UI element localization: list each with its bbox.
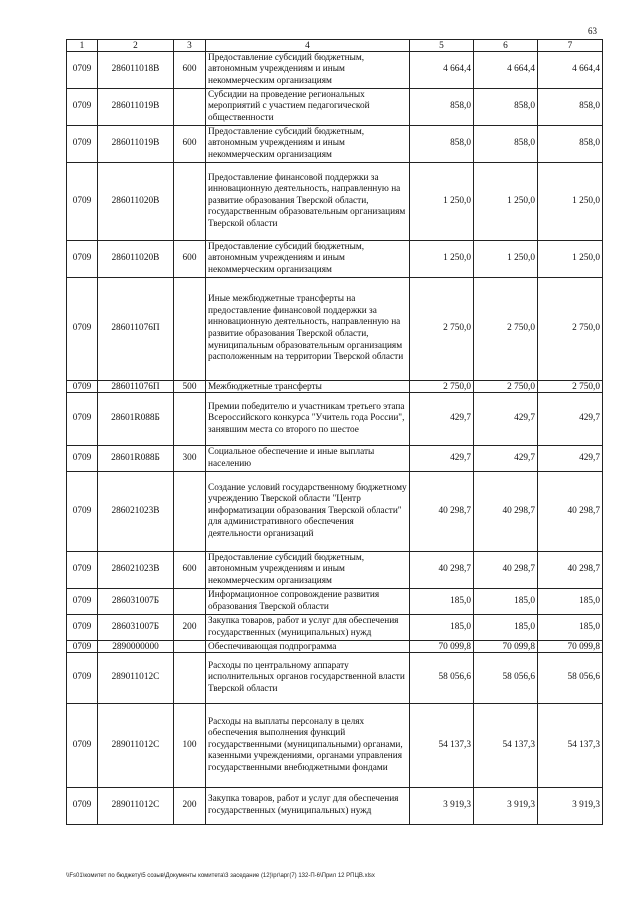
section-cell: 0709 (67, 589, 98, 615)
section-cell: 0709 (67, 381, 98, 393)
col-header-5: 5 (410, 40, 474, 52)
amount-cell-3: 4 664,4 (538, 52, 603, 89)
name-cell: Закупка товаров, работ и услуг для обеспечения государственных (муниципальных) нужд (206, 788, 410, 825)
target-code-cell: 286031007Б (98, 615, 174, 641)
amount-cell-2: 40 298,7 (474, 472, 538, 552)
amount-cell-3: 429,7 (538, 393, 603, 446)
amount-cell-1: 1 250,0 (410, 241, 474, 278)
target-code-cell: 28601R088Б (98, 446, 174, 472)
amount-cell-1: 185,0 (410, 615, 474, 641)
amount-cell-3: 185,0 (538, 615, 603, 641)
amount-cell-2: 54 137,3 (474, 704, 538, 788)
table-row (67, 241, 603, 278)
amount-cell-1: 858,0 (410, 126, 474, 163)
amount-cell-1: 429,7 (410, 393, 474, 446)
amount-cell-2: 429,7 (474, 393, 538, 446)
table-row (67, 653, 603, 704)
amount-cell-2: 858,0 (474, 126, 538, 163)
name-cell: Субсидии на проведение региональных мероприятий с участием педагогической общественности (206, 89, 410, 126)
table-row (67, 52, 603, 89)
section-cell: 0709 (67, 393, 98, 446)
table-row (67, 278, 603, 381)
amount-cell-2: 1 250,0 (474, 163, 538, 241)
name-cell: Расходы на выплаты персоналу в целях обеспечения выполнения функций государственными (муниципальными) органами, казенными учреждениями, органами управления государственными внебюджетными фондами (206, 704, 410, 788)
target-code-cell: 286011020В (98, 163, 174, 241)
amount-cell-3: 858,0 (538, 126, 603, 163)
section-cell: 0709 (67, 278, 98, 381)
name-cell: Предоставление субсидий бюджетным, автономным учреждениям и иным некоммерческим организациям (206, 241, 410, 278)
amount-cell-2: 1 250,0 (474, 241, 538, 278)
target-code-cell: 286031007Б (98, 589, 174, 615)
header-row (67, 40, 603, 52)
expense-type-cell (174, 278, 206, 381)
table-row (67, 381, 603, 393)
section-cell: 0709 (67, 89, 98, 126)
name-cell: Социальное обеспечение и иные выплаты населению (206, 446, 410, 472)
amount-cell-3: 429,7 (538, 446, 603, 472)
name-cell: Предоставление финансовой поддержки за инновационную деятельность, направленную на развитие образования Тверской области, государственным образовательным организациям Тверской области (206, 163, 410, 241)
col-header-7: 7 (538, 40, 603, 52)
name-cell: Расходы по центральному аппарату исполнительных органов государственной власти Тверской области (206, 653, 410, 704)
expense-type-cell (174, 163, 206, 241)
expense-type-cell: 200 (174, 788, 206, 825)
target-code-cell: 286021023В (98, 552, 174, 589)
table-row (67, 446, 603, 472)
section-cell: 0709 (67, 615, 98, 641)
amount-cell-1: 429,7 (410, 446, 474, 472)
amount-cell-1: 858,0 (410, 89, 474, 126)
section-cell: 0709 (67, 788, 98, 825)
target-code-cell: 2890000000 (98, 641, 174, 653)
amount-cell-1: 4 664,4 (410, 52, 474, 89)
amount-cell-3: 40 298,7 (538, 472, 603, 552)
expense-type-cell: 300 (174, 446, 206, 472)
amount-cell-1: 3 919,3 (410, 788, 474, 825)
col-header-3: 3 (174, 40, 206, 52)
amount-cell-2: 185,0 (474, 589, 538, 615)
table-row (67, 393, 603, 446)
amount-cell-3: 40 298,7 (538, 552, 603, 589)
footer-file-path: \\Fs01\комитет по бюджету\5 созыв\Документы комитета\3 заседание (12)\рг\арг(7) 132-П-6\Прил 12 РПЦВ.xlsx (66, 873, 375, 879)
amount-cell-1: 40 298,7 (410, 552, 474, 589)
expense-type-cell (174, 89, 206, 126)
amount-cell-2: 858,0 (474, 89, 538, 126)
section-cell: 0709 (67, 641, 98, 653)
name-cell: Предоставление субсидий бюджетным, автономным учреждениям и иным некоммерческим организациям (206, 552, 410, 589)
amount-cell-2: 40 298,7 (474, 552, 538, 589)
amount-cell-2: 70 099,8 (474, 641, 538, 653)
expense-type-cell: 600 (174, 52, 206, 89)
expense-type-cell: 100 (174, 704, 206, 788)
amount-cell-1: 2 750,0 (410, 381, 474, 393)
table-row (67, 163, 603, 241)
table-row (67, 472, 603, 552)
target-code-cell: 286011076П (98, 381, 174, 393)
col-header-1: 1 (67, 40, 98, 52)
expense-type-cell: 500 (174, 381, 206, 393)
amount-cell-3: 70 099,8 (538, 641, 603, 653)
col-header-4: 4 (206, 40, 410, 52)
amount-cell-3: 2 750,0 (538, 278, 603, 381)
amount-cell-3: 185,0 (538, 589, 603, 615)
expense-type-cell (174, 589, 206, 615)
expense-type-cell: 600 (174, 552, 206, 589)
section-cell: 0709 (67, 472, 98, 552)
table-row (67, 615, 603, 641)
amount-cell-2: 2 750,0 (474, 278, 538, 381)
expense-type-cell: 200 (174, 615, 206, 641)
section-cell: 0709 (67, 126, 98, 163)
amount-cell-1: 2 750,0 (410, 278, 474, 381)
name-cell: Межбюджетные трансферты (206, 381, 410, 393)
amount-cell-3: 858,0 (538, 89, 603, 126)
table-row (67, 552, 603, 589)
section-cell: 0709 (67, 653, 98, 704)
col-header-6: 6 (474, 40, 538, 52)
section-cell: 0709 (67, 241, 98, 278)
section-cell: 0709 (67, 52, 98, 89)
expense-type-cell: 600 (174, 126, 206, 163)
amount-cell-2: 185,0 (474, 615, 538, 641)
table-row (67, 126, 603, 163)
name-cell: Предоставление субсидий бюджетным, автономным учреждениям и иным некоммерческим организациям (206, 126, 410, 163)
amount-cell-2: 4 664,4 (474, 52, 538, 89)
target-code-cell: 289011012С (98, 704, 174, 788)
amount-cell-3: 2 750,0 (538, 381, 603, 393)
amount-cell-1: 58 056,6 (410, 653, 474, 704)
amount-cell-1: 185,0 (410, 589, 474, 615)
section-cell: 0709 (67, 552, 98, 589)
col-header-2: 2 (98, 40, 174, 52)
amount-cell-2: 429,7 (474, 446, 538, 472)
amount-cell-2: 58 056,6 (474, 653, 538, 704)
expense-type-cell (174, 472, 206, 552)
target-code-cell: 286021023В (98, 472, 174, 552)
table-row (67, 641, 603, 653)
target-code-cell: 286011018В (98, 52, 174, 89)
expense-type-cell (174, 641, 206, 653)
target-code-cell: 286011076П (98, 278, 174, 381)
table-row (67, 788, 603, 825)
expense-type-cell: 600 (174, 241, 206, 278)
amount-cell-1: 1 250,0 (410, 163, 474, 241)
section-cell: 0709 (67, 446, 98, 472)
target-code-cell: 289011012С (98, 788, 174, 825)
table-row (67, 704, 603, 788)
target-code-cell: 286011019В (98, 126, 174, 163)
name-cell: Премии победителю и участникам третьего этапа Всероссийского конкурса "Учитель года России", занявшим места со второго по шестое (206, 393, 410, 446)
amount-cell-3: 3 919,3 (538, 788, 603, 825)
expense-type-cell (174, 393, 206, 446)
amount-cell-3: 54 137,3 (538, 704, 603, 788)
amount-cell-3: 58 056,6 (538, 653, 603, 704)
name-cell: Предоставление субсидий бюджетным, автономным учреждениям и иным некоммерческим организациям (206, 52, 410, 89)
name-cell: Информационное сопровождение развития образования Тверской области (206, 589, 410, 615)
amount-cell-3: 1 250,0 (538, 163, 603, 241)
amount-cell-2: 2 750,0 (474, 381, 538, 393)
amount-cell-1: 70 099,8 (410, 641, 474, 653)
amount-cell-1: 54 137,3 (410, 704, 474, 788)
table-row (67, 589, 603, 615)
table-row (67, 89, 603, 126)
target-code-cell: 28601R088Б (98, 393, 174, 446)
expense-type-cell (174, 653, 206, 704)
budget-table (66, 39, 603, 825)
section-cell: 0709 (67, 163, 98, 241)
target-code-cell: 289011012С (98, 653, 174, 704)
amount-cell-2: 3 919,3 (474, 788, 538, 825)
amount-cell-3: 1 250,0 (538, 241, 603, 278)
name-cell: Обеспечивающая подпрограмма (206, 641, 410, 653)
name-cell: Иные межбюджетные трансферты на предоставление финансовой поддержки за инновационную деятельность, направленную на развитие образования Тверской области, муниципальным образовательным организациям расположенным на территории Тверской области (206, 278, 410, 381)
amount-cell-1: 40 298,7 (410, 472, 474, 552)
name-cell: Создание условий государственному бюджетному учреждению Тверской области "Центр информатизации образования Тверской области" для административного обеспечения деятельности организаций (206, 472, 410, 552)
target-code-cell: 286011020В (98, 241, 174, 278)
target-code-cell: 286011019В (98, 89, 174, 126)
page-number: 63 (588, 26, 597, 36)
section-cell: 0709 (67, 704, 98, 788)
name-cell: Закупка товаров, работ и услуг для обеспечения государственных (муниципальных) нужд (206, 615, 410, 641)
